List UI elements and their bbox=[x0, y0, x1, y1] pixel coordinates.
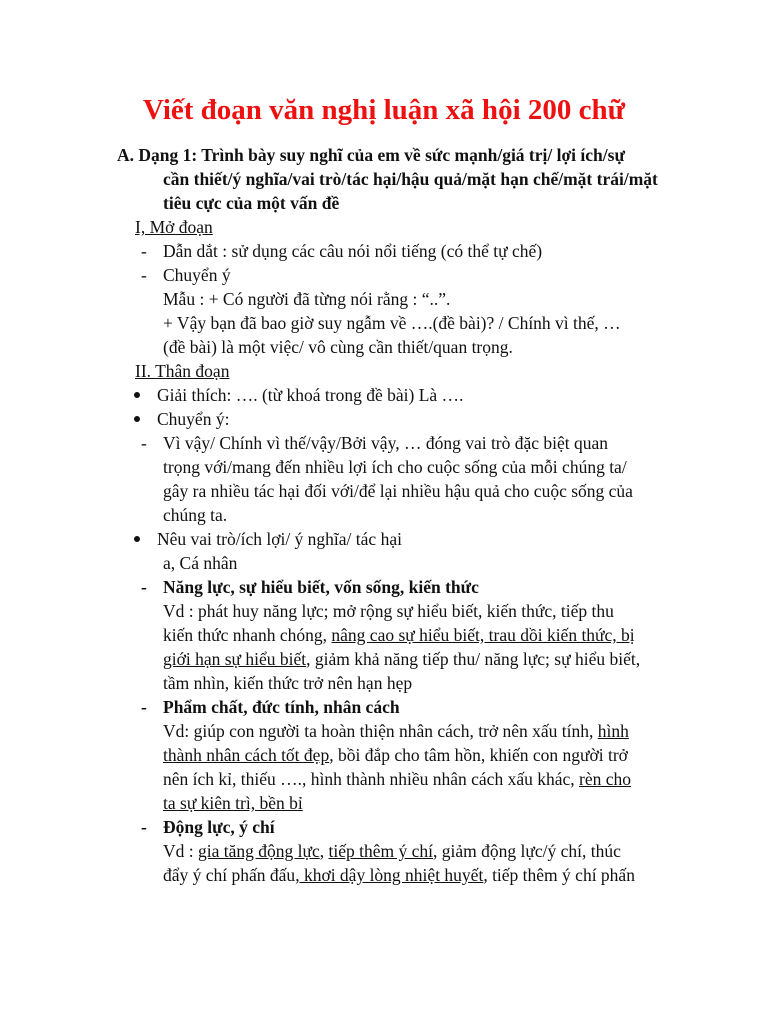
pham-chat-line-2 bbox=[163, 744, 628, 766]
pham-chat-line-3 bbox=[163, 768, 631, 790]
mo-doan-heading: I, Mở đoạn bbox=[135, 217, 213, 237]
section-a-heading-line-2: cần thiết/ý nghĩa/vai trò/tác hại/hậu quả/mặt hạn chế/mặt trái/mặt bbox=[163, 169, 658, 189]
underlined-text: thành nhân cách tốt đẹp bbox=[163, 745, 330, 765]
dash-marker: - bbox=[141, 265, 147, 285]
dash-marker: - bbox=[141, 577, 147, 597]
chuyen-y-heading: Chuyển ý: bbox=[157, 409, 230, 429]
giai-thich-text: Giải thích: …. (từ khoá trong đề bài) Là …. bbox=[157, 385, 464, 405]
text-run: , giảm động lực/ý chí, thúc bbox=[433, 841, 621, 861]
underlined-text: giới hạn sự hiểu biết bbox=[163, 649, 307, 669]
nang-luc-line-3 bbox=[163, 648, 640, 670]
bullet-marker bbox=[134, 416, 140, 422]
text-run: đẩy ý chí phấn đấu bbox=[163, 865, 296, 885]
nang-luc-heading: Năng lực, sự hiểu biết, vốn sống, kiến thức bbox=[163, 577, 479, 597]
underlined-text: rèn cho bbox=[579, 769, 631, 789]
dong-luc-line-1 bbox=[163, 840, 621, 862]
dash-marker: - bbox=[141, 817, 147, 837]
chuyen-y-text: Chuyển ý bbox=[163, 265, 231, 285]
ca-nhan-label: a, Cá nhân bbox=[163, 553, 238, 573]
text-run: nên ích kỉ, thiếu …., hình thành nhiều nhân cách xấu khác, bbox=[163, 769, 579, 789]
bullet-marker bbox=[134, 392, 140, 398]
vi-vay-line-1: Vì vậy/ Chính vì thế/vậy/Bởi vậy, … đóng vai trò đặc biệt quan bbox=[163, 433, 609, 453]
section-a-heading-line-3: tiêu cực của một vấn đề bbox=[163, 193, 340, 213]
section-a-heading-line-1: A. Dạng 1: Trình bày suy nghĩ của em về sức mạnh/giá trị/ lợi ích/sự bbox=[117, 145, 625, 165]
underlined-text: gia tăng động lực bbox=[198, 841, 320, 861]
dash-marker: - bbox=[141, 697, 147, 717]
pham-chat-heading: Phẩm chất, đức tính, nhân cách bbox=[163, 697, 400, 717]
text-run: , tiếp thêm ý chí phấn bbox=[483, 865, 635, 885]
dash-marker: - bbox=[141, 241, 147, 261]
dan-dat-text: Dẫn dắt : sử dụng các câu nói nổi tiếng (có thể tự chế) bbox=[163, 241, 543, 261]
text-run: , bồi đắp cho tâm hồn, khiến con người trở bbox=[329, 745, 628, 765]
underlined-text: nâng cao sự hiểu biết, trau dồi kiến thức, bị bbox=[331, 625, 635, 645]
mau-line-1: Mẫu : + Có người đã từng nói rằng : “..”. bbox=[163, 289, 451, 309]
mau-line-3: (đề bài) là một việc/ vô cùng cần thiết/quan trọng. bbox=[163, 337, 513, 357]
mau-line-2: + Vậy bạn đã bao giờ suy ngẫm về ….(đề bài)? / Chính vì thế, … bbox=[163, 313, 621, 333]
underlined-text: , khơi dậy lòng nhiệt huyết bbox=[295, 865, 484, 885]
text-run: Vd: giúp con người ta hoàn thiện nhân cách, trở nên xấu tính, bbox=[163, 721, 598, 741]
document-title: Viết đoạn văn nghị luận xã hội 200 chữ bbox=[142, 94, 626, 126]
dong-luc-heading: Động lực, ý chí bbox=[163, 817, 275, 837]
underlined-text: tiếp thêm ý chí bbox=[328, 841, 433, 861]
vi-vay-line-3: gây ra nhiều tác hại đối với/để lại nhiều hậu quả cho cuộc sống của bbox=[163, 481, 633, 501]
nang-luc-line-4: tầm nhìn, kiến thức trở nên hạn hẹp bbox=[163, 673, 413, 693]
text-run: Vd : bbox=[163, 841, 198, 861]
nang-luc-line-2 bbox=[163, 624, 635, 646]
nang-luc-line-1: Vd : phát huy năng lực; mở rộng sự hiểu biết, kiến thức, tiếp thu bbox=[163, 601, 614, 621]
pham-chat-line-1 bbox=[163, 720, 629, 742]
pham-chat-line-4: ta sự kiên trì, bền bỉ bbox=[163, 793, 303, 813]
text-run: , giảm khả năng tiếp thu/ năng lực; sự hiểu biết, bbox=[306, 649, 641, 669]
neu-vai-tro-text: Nêu vai trò/ích lợi/ ý nghĩa/ tác hại bbox=[157, 529, 402, 549]
than-doan-heading: II. Thân đoạn bbox=[135, 361, 230, 381]
dash-marker: - bbox=[141, 433, 147, 453]
text-run: , bbox=[319, 841, 329, 861]
vi-vay-line-2: trọng với/mang đến nhiều lợi ích cho cuộc sống của mỗi chúng ta/ bbox=[163, 457, 627, 477]
vi-vay-line-4: chúng ta. bbox=[163, 505, 228, 525]
text-run: kiến thức nhanh chóng, bbox=[163, 625, 332, 645]
underlined-text: hình bbox=[597, 721, 629, 741]
dong-luc-line-2 bbox=[163, 864, 635, 886]
bullet-marker bbox=[134, 536, 140, 542]
